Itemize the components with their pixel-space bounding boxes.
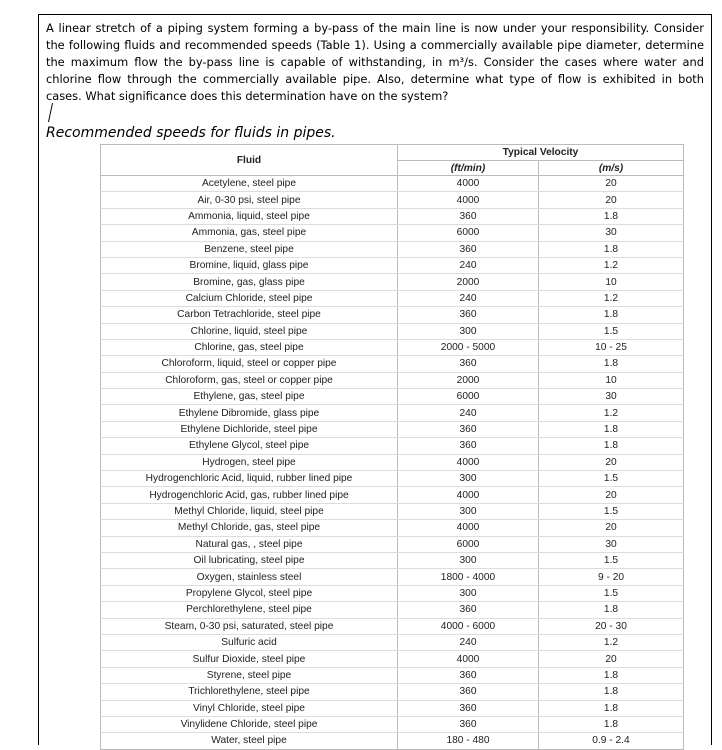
cell-m-s: 9 - 20 [539, 569, 684, 585]
table-row [101, 716, 684, 732]
cell-fluid: Trichlorethylene, steel pipe [101, 684, 398, 700]
cell-fluid: Sulfuric acid [101, 634, 398, 650]
cell-m-s: 1.8 [539, 438, 684, 454]
cell-ft-min: 6000 [398, 225, 539, 241]
cell-m-s: 1.8 [539, 208, 684, 224]
cell-fluid: Vinyl Chloride, steel pipe [101, 700, 398, 716]
cell-ft-min: 1800 - 4000 [398, 569, 539, 585]
cell-fluid: Ethylene Glycol, steel pipe [101, 438, 398, 454]
cell-m-s: 1.2 [539, 634, 684, 650]
table-row [101, 389, 684, 405]
cell-fluid: Methyl Chloride, liquid, steel pipe [101, 503, 398, 519]
cell-m-s: 20 [539, 487, 684, 503]
cell-fluid: Hydrogenchloric Acid, gas, rubber lined pipe [101, 487, 398, 503]
cell-m-s: 1.2 [539, 290, 684, 306]
cell-ft-min: 240 [398, 634, 539, 650]
cell-fluid: Ammonia, gas, steel pipe [101, 225, 398, 241]
cell-ft-min: 300 [398, 503, 539, 519]
table-row [101, 536, 684, 552]
table-row [101, 405, 684, 421]
table-row [101, 569, 684, 585]
header-ft-min: (ft/min) [398, 161, 539, 176]
table-row [101, 733, 684, 749]
cell-m-s: 1.8 [539, 307, 684, 323]
cell-fluid: Water, steel pipe [101, 733, 398, 749]
cell-m-s: 30 [539, 225, 684, 241]
cell-ft-min: 300 [398, 323, 539, 339]
cell-fluid: Vinylidene Chloride, steel pipe [101, 716, 398, 732]
table-row [101, 667, 684, 683]
cell-fluid: Perchlorethylene, steel pipe [101, 602, 398, 618]
table-row [101, 684, 684, 700]
table-row [101, 454, 684, 470]
cell-ft-min: 300 [398, 552, 539, 568]
cell-ft-min: 360 [398, 421, 539, 437]
cell-fluid: Air, 0-30 psi, steel pipe [101, 192, 398, 208]
cell-m-s: 30 [539, 389, 684, 405]
cell-m-s: 0.9 - 2.4 [539, 733, 684, 749]
cell-fluid: Chlorine, gas, steel pipe [101, 339, 398, 355]
table-row [101, 471, 684, 487]
cell-m-s: 1.8 [539, 421, 684, 437]
cell-m-s: 1.8 [539, 684, 684, 700]
cell-m-s: 1.8 [539, 356, 684, 372]
table-row [101, 618, 684, 634]
cell-fluid: Chloroform, gas, steel or copper pipe [101, 372, 398, 388]
cell-fluid: Oxygen, stainless steel [101, 569, 398, 585]
cell-m-s: 10 - 25 [539, 339, 684, 355]
cell-m-s: 1.5 [539, 503, 684, 519]
cell-ft-min: 360 [398, 241, 539, 257]
cell-m-s: 1.5 [539, 323, 684, 339]
cell-ft-min: 300 [398, 471, 539, 487]
velocity-table [100, 144, 684, 750]
cell-ft-min: 4000 [398, 487, 539, 503]
table-row [101, 372, 684, 388]
cell-ft-min: 360 [398, 602, 539, 618]
cell-ft-min: 4000 [398, 192, 539, 208]
table-row [101, 339, 684, 355]
cell-m-s: 1.2 [539, 405, 684, 421]
cell-fluid: Hydrogenchloric Acid, liquid, rubber lined pipe [101, 471, 398, 487]
cell-m-s: 30 [539, 536, 684, 552]
cell-fluid: Acetylene, steel pipe [101, 176, 398, 192]
cell-m-s: 1.5 [539, 585, 684, 601]
header-fluid: Fluid [101, 145, 398, 176]
cell-m-s: 1.8 [539, 716, 684, 732]
table-row [101, 651, 684, 667]
table-body [101, 176, 684, 750]
table-row [101, 307, 684, 323]
table-row [101, 241, 684, 257]
table-row [101, 700, 684, 716]
cell-ft-min: 4000 [398, 454, 539, 470]
cell-ft-min: 6000 [398, 536, 539, 552]
cell-ft-min: 360 [398, 716, 539, 732]
cell-ft-min: 6000 [398, 389, 539, 405]
header-typical-velocity: Typical Velocity [398, 145, 684, 161]
cell-m-s: 1.8 [539, 241, 684, 257]
cell-ft-min: 360 [398, 684, 539, 700]
table-caption: Recommended speeds for fluids in pipes. [46, 125, 336, 141]
table-row [101, 602, 684, 618]
cell-m-s: 20 [539, 454, 684, 470]
cell-ft-min: 4000 [398, 651, 539, 667]
cell-ft-min: 180 - 480 [398, 733, 539, 749]
table-row [101, 257, 684, 273]
cell-fluid: Steam, 0-30 psi, saturated, steel pipe [101, 618, 398, 634]
cell-m-s: 20 [539, 192, 684, 208]
cell-fluid: Carbon Tetrachloride, steel pipe [101, 307, 398, 323]
cell-m-s: 20 [539, 520, 684, 536]
table-row [101, 634, 684, 650]
table-row [101, 438, 684, 454]
cell-m-s: 1.8 [539, 667, 684, 683]
cell-m-s: 20 [539, 651, 684, 667]
table-row [101, 274, 684, 290]
cell-fluid: Propylene Glycol, steel pipe [101, 585, 398, 601]
cell-m-s: 1.5 [539, 471, 684, 487]
cell-m-s: 1.8 [539, 602, 684, 618]
cell-fluid: Sulfur Dioxide, steel pipe [101, 651, 398, 667]
table-row [101, 176, 684, 192]
cell-ft-min: 360 [398, 356, 539, 372]
table-row [101, 290, 684, 306]
header-m-s: (m/s) [539, 161, 684, 176]
cell-ft-min: 240 [398, 290, 539, 306]
table-row [101, 208, 684, 224]
table-row [101, 487, 684, 503]
cell-ft-min: 4000 [398, 520, 539, 536]
cell-m-s: 1.8 [539, 700, 684, 716]
cell-fluid: Calcium Chloride, steel pipe [101, 290, 398, 306]
table-row [101, 356, 684, 372]
cell-fluid: Ethylene Dichloride, steel pipe [101, 421, 398, 437]
cell-m-s: 1.2 [539, 257, 684, 273]
cell-ft-min: 240 [398, 257, 539, 273]
cell-m-s: 10 [539, 372, 684, 388]
cell-ft-min: 360 [398, 667, 539, 683]
cell-ft-min: 360 [398, 438, 539, 454]
table-row [101, 323, 684, 339]
cell-fluid: Ethylene Dibromide, glass pipe [101, 405, 398, 421]
cell-fluid: Ethylene, gas, steel pipe [101, 389, 398, 405]
cell-ft-min: 2000 [398, 372, 539, 388]
cell-fluid: Bromine, gas, glass pipe [101, 274, 398, 290]
cell-m-s: 10 [539, 274, 684, 290]
cell-ft-min: 4000 - 6000 [398, 618, 539, 634]
question-text: A linear stretch of a piping system forming a by-pass of the main line is now under your responsibility. Consider the following fluids and recommended speeds (Table 1). Using a commercially available pipe diameter, determine the maximum flow the by-pass line is capable of withstanding, in m³/s. Consider the cases where water and chlorine flow through the commercially available pipe. Also, determine what type of flow is exhibited in both cases. What significance does this determination have on the system? [46, 21, 704, 103]
table-row [101, 421, 684, 437]
table-row [101, 225, 684, 241]
cell-fluid: Natural gas, , steel pipe [101, 536, 398, 552]
cell-fluid: Oil lubricating, steel pipe [101, 552, 398, 568]
cell-ft-min: 360 [398, 700, 539, 716]
table-row [101, 503, 684, 519]
table-row [101, 552, 684, 568]
table-row [101, 585, 684, 601]
cell-fluid: Benzene, steel pipe [101, 241, 398, 257]
table-row [101, 520, 684, 536]
cell-m-s: 20 [539, 176, 684, 192]
cell-ft-min: 240 [398, 405, 539, 421]
cell-fluid: Ammonia, liquid, steel pipe [101, 208, 398, 224]
table-row [101, 192, 684, 208]
cell-fluid: Bromine, liquid, glass pipe [101, 257, 398, 273]
cell-fluid: Chloroform, liquid, steel or copper pipe [101, 356, 398, 372]
cell-m-s: 20 - 30 [539, 618, 684, 634]
cell-ft-min: 2000 - 5000 [398, 339, 539, 355]
cell-ft-min: 2000 [398, 274, 539, 290]
cell-ft-min: 360 [398, 307, 539, 323]
cell-fluid: Styrene, steel pipe [101, 667, 398, 683]
cell-ft-min: 300 [398, 585, 539, 601]
cell-fluid: Hydrogen, steel pipe [101, 454, 398, 470]
cell-fluid: Chlorine, liquid, steel pipe [101, 323, 398, 339]
cell-ft-min: 360 [398, 208, 539, 224]
cell-fluid: Methyl Chloride, gas, steel pipe [101, 520, 398, 536]
cell-ft-min: 4000 [398, 176, 539, 192]
cell-m-s: 1.5 [539, 552, 684, 568]
